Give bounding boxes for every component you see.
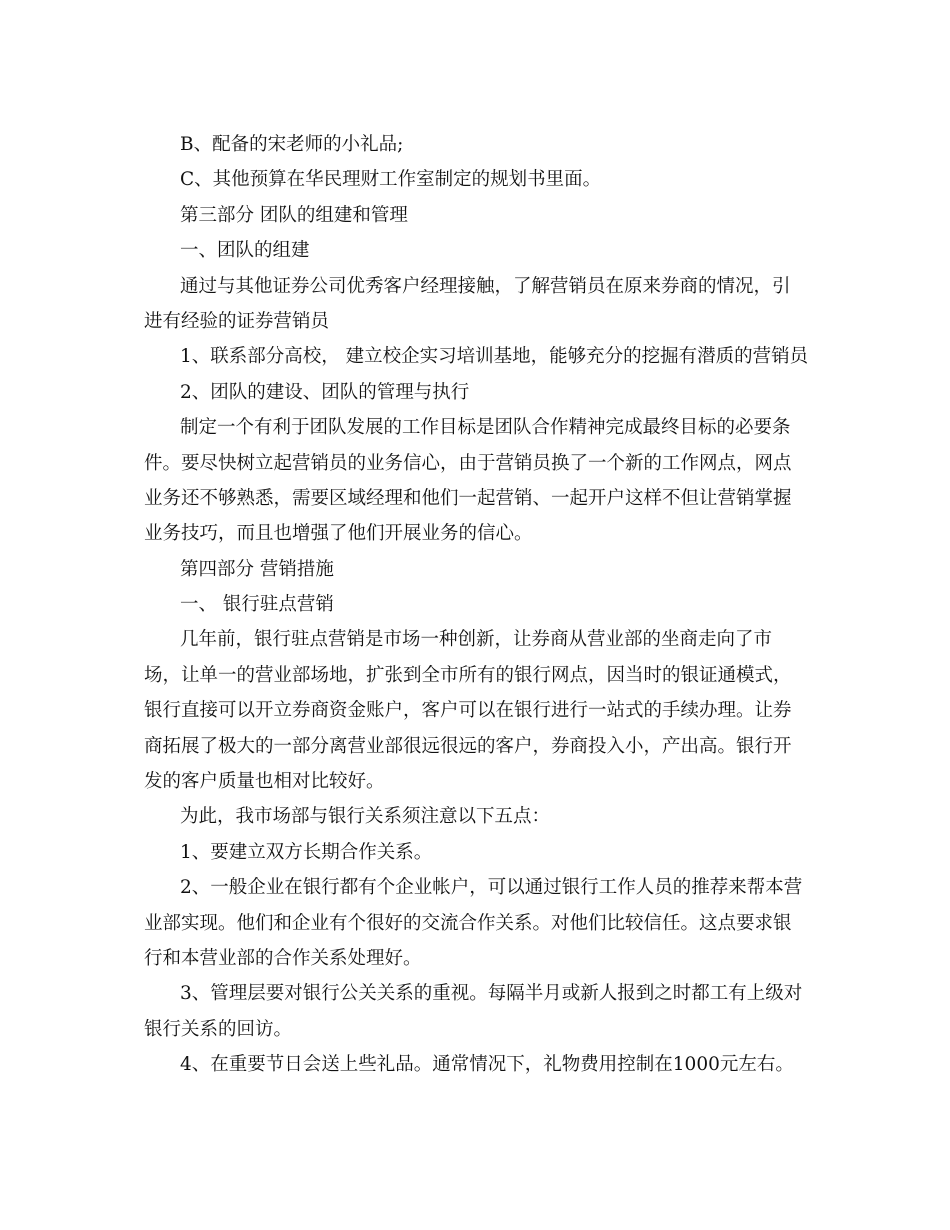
- text-line: 几年前，银行驻点营销是市场一种创新，让券商从营业部的坐商走向了市: [180, 629, 773, 651]
- text-line: 发的客户质量也相对比较好。: [144, 771, 385, 793]
- text-line: 1、联系部分高校， 建立校企实习培训基地，能够充分的挖掘有潜质的营销员: [180, 346, 809, 368]
- text-line: 通过与其他证券公司优秀客户经理接触，了解营销员在原来券商的情况，引: [180, 275, 791, 297]
- text-line: 银行关系的回访。: [144, 1018, 293, 1040]
- document-body: [144, 127, 812, 1083]
- text-line: 件。要尽快树立起营销员的业务信心，由于营销员换了一个新的工作网点，网点: [144, 452, 792, 474]
- text-line: 银行直接可以开立券商资金账户，客户可以在银行进行一站式的手续办理。让券: [144, 700, 792, 722]
- text-line: 为此，我市场部与银行关系须注意以下五点：: [180, 806, 551, 828]
- text-line: 商拓展了极大的一部分离营业部很远很远的客户，券商投入小，产出高。银行开: [144, 735, 792, 757]
- text-line: 4、在重要节日会送上些礼品。通常情况下，礼物费用控制在1000元左右。: [180, 1054, 794, 1076]
- text-line: 进有经验的证券营销员: [144, 310, 330, 332]
- text-line: 制定一个有利于团队发展的工作目标是团队合作精神完成最终目标的必要条: [180, 417, 791, 439]
- subsection-heading: 一、团队的组建: [180, 240, 310, 262]
- text-line: 业务还不够熟悉，需要区域经理和他们一起营销、一起开户这样不但让营销掌握: [144, 487, 792, 509]
- text-line: C、其他预算在华民理财工作室制定的规划书里面。: [180, 169, 602, 191]
- text-line: 行和本营业部的合作关系处理好。: [144, 947, 422, 969]
- text-line: 业部实现。他们和企业有个很好的交流合作关系。对他们比较信任。这点要求银: [144, 912, 792, 934]
- subsection-heading: 一、 银行驻点营销: [180, 594, 334, 616]
- text-line: B、配备的宋老师的小礼品;: [180, 134, 404, 155]
- text-line: 3、管理层要对银行公关关系的重视。每隔半月或新人报到之时都工有上级对: [180, 983, 803, 1005]
- section-heading: 第四部分 营销措施: [180, 558, 334, 580]
- section-heading: 第三部分 团队的组建和管理: [180, 204, 408, 226]
- text-line: 业务技巧，而且也增强了他们开展业务的信心。: [144, 523, 533, 545]
- text-line: 2、团队的建设、团队的管理与执行: [180, 381, 470, 403]
- text-line: 1、要建立双方长期合作关系。: [180, 841, 433, 863]
- text-line: 场，让单一的营业部场地，扩张到全市所有的银行网点，因当时的银证通模式，: [144, 664, 792, 686]
- text-line: 2、一般企业在银行都有个企业帐户，可以通过银行工作人员的推荐来帮本营: [180, 877, 803, 899]
